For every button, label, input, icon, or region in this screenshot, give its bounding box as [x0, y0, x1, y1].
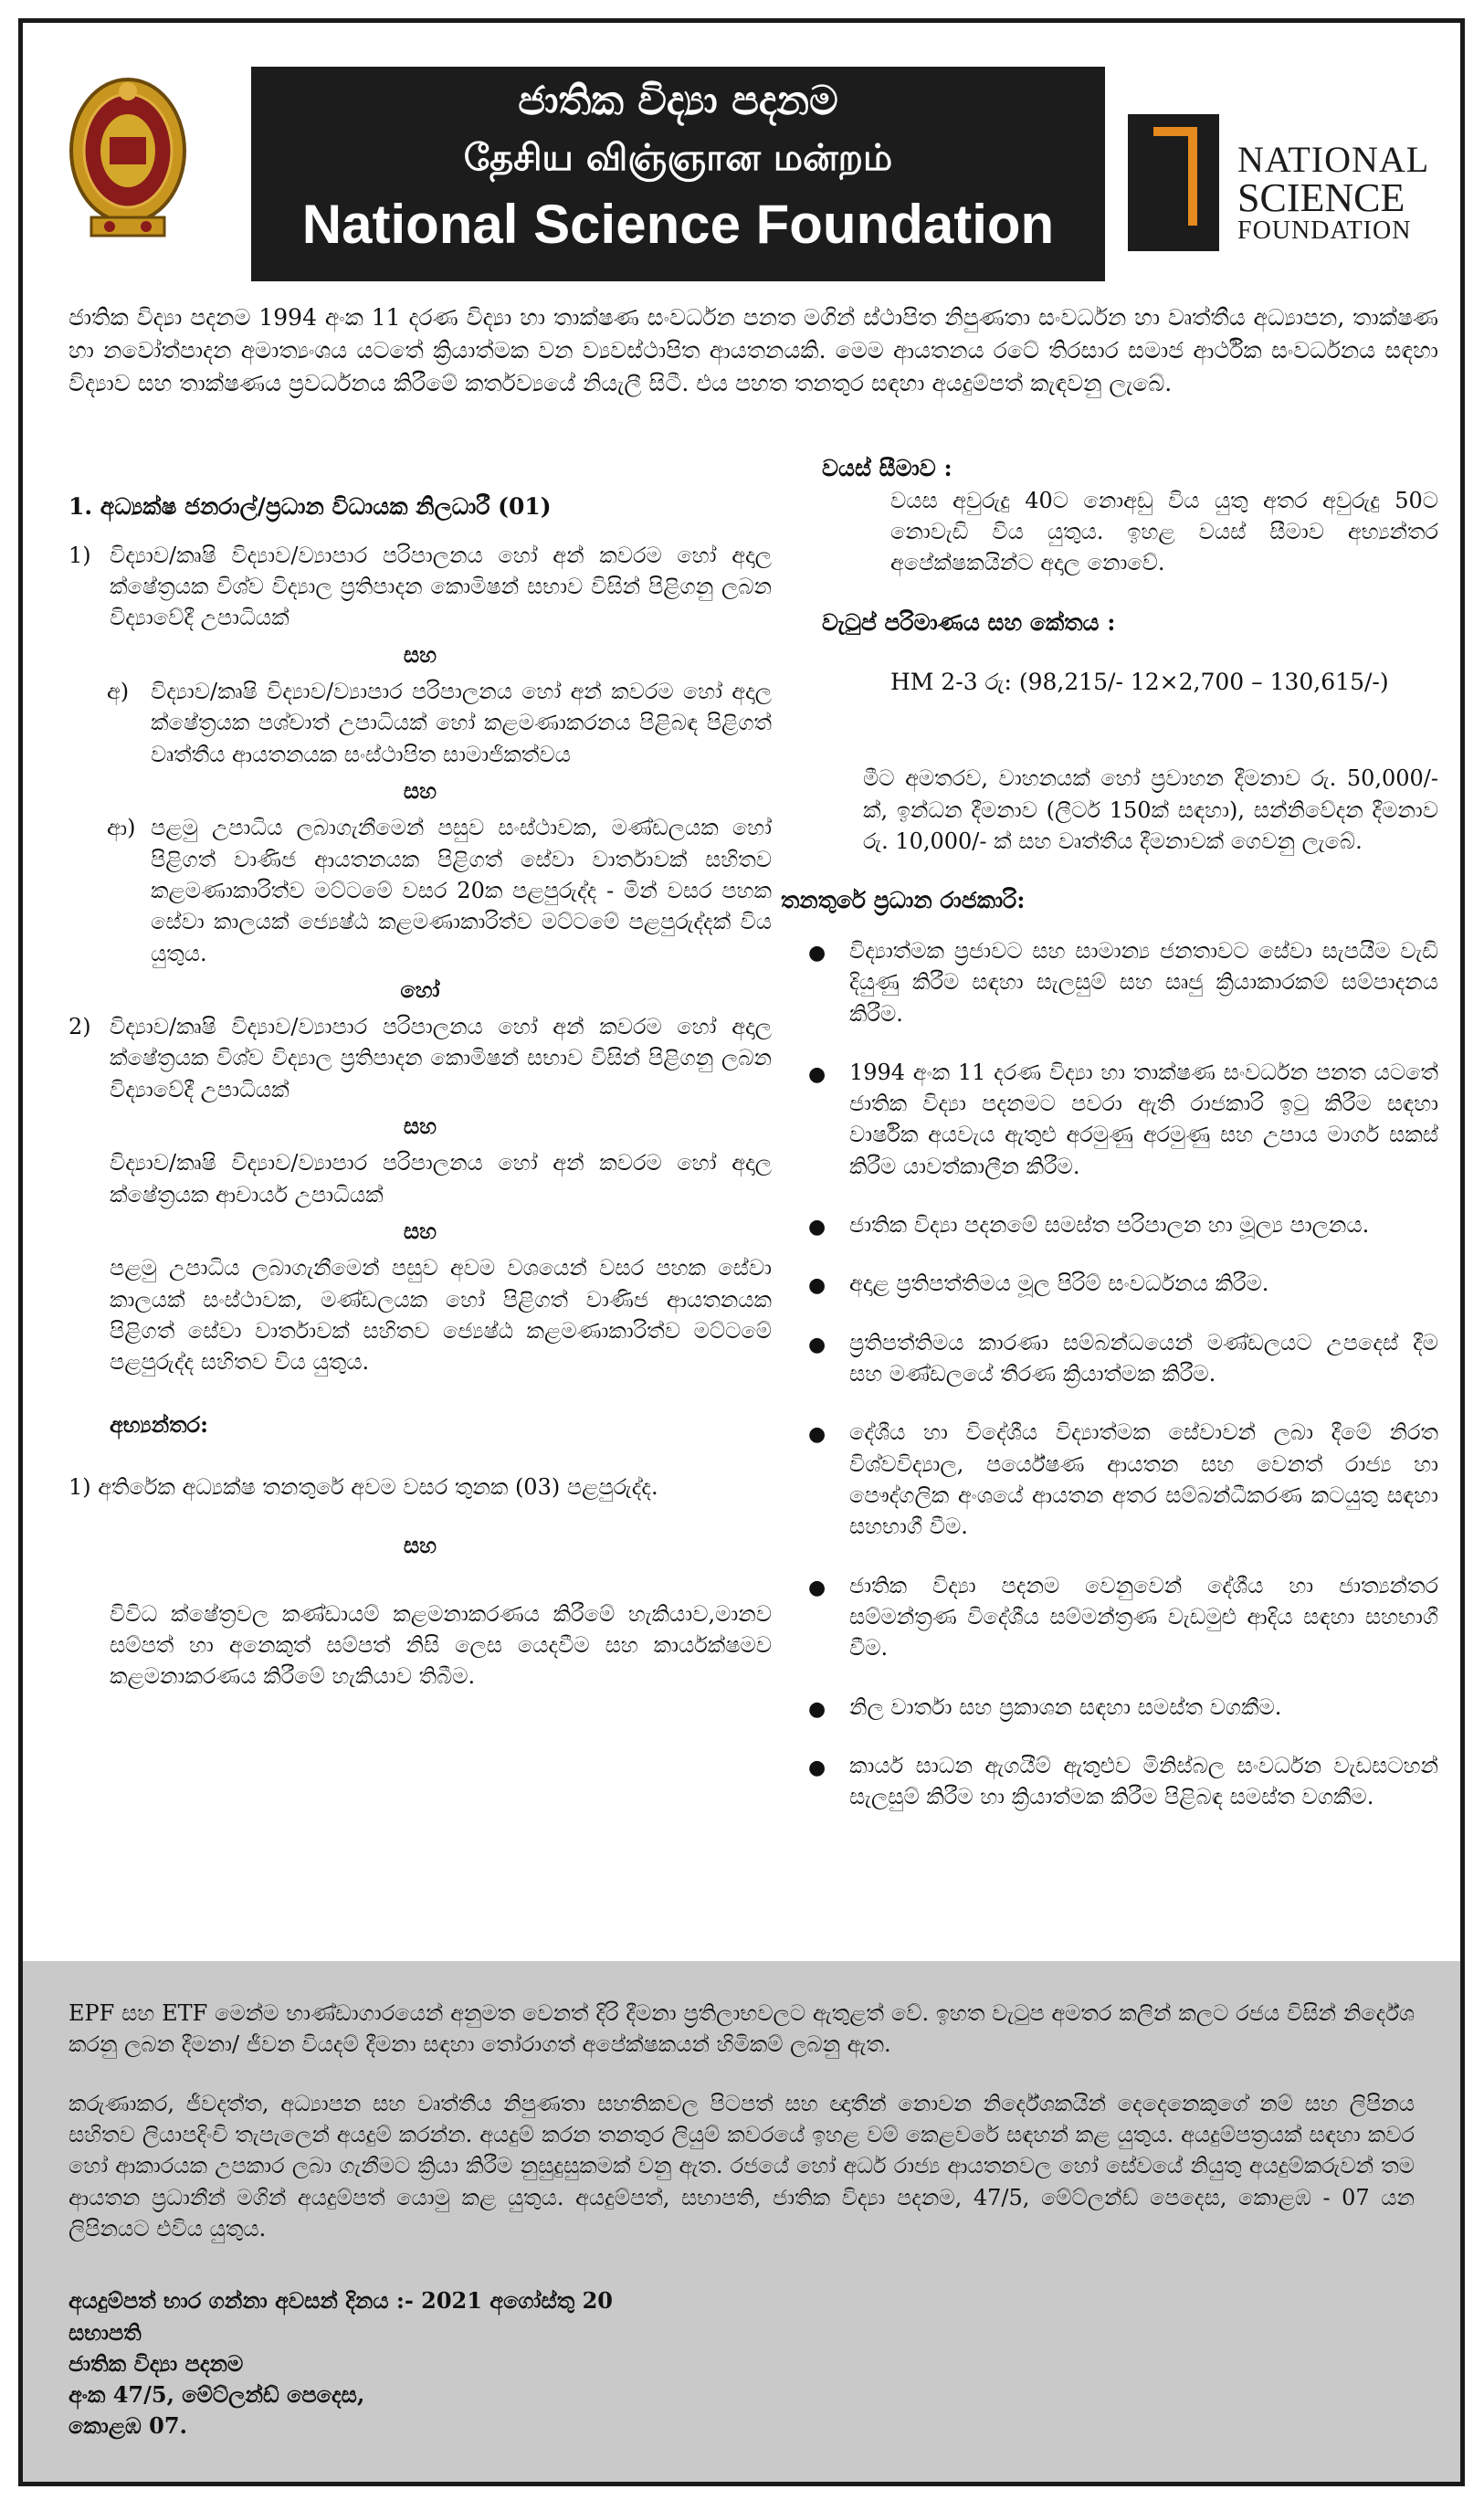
qualification-1a-text: විද්‍යාව/කෘෂි විද්‍යාව/ව්‍යාපාර පරිපාලනය හෝ අන් කවරම හෝ අදාල ක්ෂේත්‍රයක පශ්චාත් උපාධියක් හෝ කළමණාකරනය පිළිබඳ පිළිගත් වෘත්තීය ආයතනයක සංස්ථාපිත සාමාජිකත්වය [151, 679, 772, 767]
nsf-logo-line3: FOUNDATION [1237, 216, 1412, 245]
address-line: කොළඹ 07. [68, 2412, 187, 2440]
conjunction-and: සහ [403, 1113, 437, 1140]
title-sinhala: ජාතික විද්‍යා පදනම [518, 78, 838, 124]
closing-date: අයදුම්පත් භාර ගන්නා අවසන් දිනය :- 2021 අගෝස්තු 20 [68, 2287, 613, 2315]
address-line: අංක 47/5, මේට්ලන්ඩ් පෙදෙස, [68, 2381, 365, 2409]
qualification-2b: පළමු උපාධිය ලබාගැනීමෙන් පසුව අවම වශයෙන් වසර පහක සේවා කාලයක් සංස්ථාවක, මණ්ඩලයක හෝ පිළිගත් වාණිජ ආයතනයක පිළිගත් සේවා වාර්තාවක් සහිතව ජ්‍යෙෂ්ඨ කළමණාකාරිත්ව මට්ටමේ පළපුරුද්ද සහිතව විය යුතුය. [110, 1255, 772, 1376]
internal-requirement-1: 1) අතිරේක අධ්‍යක්ෂ තනතුරේ අවම වසර තුනක (03) පළපුරුද්ද. [68, 1473, 658, 1500]
duty-item: ● කාර්ය සාධන ඇගයීම් ඇතුළුව මිනිස්බල සංවර්ධන වැඩසටහන් සැලසුම් කිරීම හා ක්‍රියාත්මක කිරීම පිළිබඳ සමස්ත වගකීම. [781, 1750, 1438, 1813]
age-limit-text: වයස අවුරුදු 40ට නොඅඩු විය යුතු අතර අවුරුදු 50ට නොවැඩි විය යුතුය. ඉහළ වයස් සීමාව අභ්‍යන්තර අපේක්ෂකයින්ට අදාල නොවේ. [890, 487, 1438, 576]
duty-item: ● දේශීය හා විදේශීය විද්‍යාත්මක සේවාවන් ලබා දීමේ නිරත විශ්වවිද්‍යාල, පර්යේෂණ ආයතන සහ වෙනත් රාජ්‍ය හා පෞද්ගලික අංශයේ ආයතන අතර සම්බන්ධීකරණ කටයුතු සඳහා සහභාගී වීම. [781, 1417, 1438, 1542]
nsf-logo [1128, 105, 1457, 260]
age-limit-heading: වයස් සීමාව : [822, 455, 952, 481]
qualification-2 [68, 1011, 772, 1105]
duties-heading: තනතුරේ ප්‍රධාන රාජකාරි: [781, 887, 1026, 914]
duty-item: ● ජාතික විද්‍යා පදනමේ සමස්ත පරිපාලන හා මූල්‍ය පාලනය. [781, 1209, 1438, 1240]
qualification-1 [68, 540, 772, 634]
internal-requirement-2: විවිධ ක්ෂේත්‍රවල කණ්ඩායම් කළමනාකරණය කිරීමේ හැකියාව,මානව සම්පත් හා අනෙකුත් සම්පත් නිසි ලෙස යෙදවීම සහ කාර්යක්ෂමව කළමනාකරණය කිරීමේ හැකියාව තිබීම. [110, 1600, 772, 1690]
conjunction-and: සහ [403, 776, 437, 804]
duty-item: ● ප්‍රතිපත්තිමය කාරණා සම්බන්ධයෙන් මණ්ඩලයට උපදෙස් දීම සහ මණ්ඩලයේ තීරණ ක්‍රියාත්මක කිරීම. [781, 1327, 1438, 1390]
conjunction-and: සහ [403, 1532, 437, 1559]
position-heading: 1. අධ්‍යක්ෂ ජනරාල්/ප්‍රධාන විධායක නිලධාරී (01) [68, 493, 552, 520]
advertisement-frame [18, 18, 1465, 2486]
sri-lanka-emblem-icon [64, 64, 192, 247]
duty-item: ● අදාළ ප්‍රතිපත්තිමය මූල පිරිම් සංවර්ධනය කිරීම. [781, 1268, 1438, 1299]
conjunction-and: සහ [403, 1218, 437, 1244]
title-english: National Science Foundation [301, 194, 1055, 255]
qualification-1b [68, 812, 772, 969]
nsf-logo-text [1237, 139, 1430, 245]
application-instructions: කරුණාකර, ජීවදත්ත, අධ්‍යාපන සහ වෘත්තීය නිපුණතා සහතිකවල පිටපත් සහ ඥාතීන් නොවන නිර්දේශකයින් දෙදෙනෙකුගේ නම් සහ ලිපිනය සහිතව ලියාපදිංචි තැපැලෙන් අයදුම් කරන්න. අයදුම් කරන තනතුර ලියුම් කවරයේ ඉහළ වම් කෙළවරේ සඳහන් කළ යුතුය. අයදුම්පත්‍රයක් සඳහා කවර හෝ ආකාරයක උපකාර ලබා ගැනීමට ක්‍රියා කිරීම නුසුදුසුකමක් වනු ඇත. රජයේ හෝ අර්ධ රාජ්‍ය ආයතනවල හෝ සේවයේ නියුතු අයදුම්කරුවන් තම ආයතන ප්‍රධානීන් මගින් අයදුම්පත් යොමු කළ යුතුය. අයදුම්පත්, සභාපති, ජාතික විද්‍යා පදනම, 47/5, මේට්ලන්ඩ් පෙදෙස, කොළඹ - 07 යන ලිපිනයට එවිය යුතුය. [68, 2090, 1415, 2242]
header [23, 23, 1460, 288]
qualification-1a-number: අ) [107, 679, 130, 704]
salary-allowances: මීට අමතරව, වාහනයක් හෝ ප්‍රවාහන දීමනාව රු. 50,000/- ක්, ඉන්ධන දීමනාව (ලීටර් 150ක් සඳහා), සන්නිවේදන දීමනාව රු. 10,000/- ක් සහ වෘත්තීය දීමනාවක් ගෙවනු ලැබේ. [863, 765, 1438, 854]
salary-scale: HM 2-3 රු: (98,215/- 12×2,700 – 130,615/-) [890, 669, 1389, 696]
nsf-logo-line1: NATIONAL [1237, 139, 1430, 180]
address-line: ජාතික විද්‍යා පදනම [68, 2349, 244, 2377]
duty-item: ● ජාතික විද්‍යා පදනම වෙනුවෙන් දේශීය හා ජාත්‍යන්තර සම්මන්ත්‍රණ විදේශීය සම්මන්ත්‍රණ වැඩමුළු ආදිය සඳහා සහභාගී වීම. [781, 1570, 1438, 1664]
conjunction-or: හෝ [400, 976, 440, 1003]
closing-block [68, 2285, 1415, 2442]
duty-item: ● නිල වාර්තා සහ ප්‍රකාශන සඳහා සමස්ත වගකීම. [781, 1692, 1438, 1723]
qualification-2a: විද්‍යාව/කෘෂි විද්‍යාව/ව්‍යාපාර පරිපාලනය හෝ අන් කවරම හෝ අදාල ක්ෂේත්‍රයක ආචාර්ය උපාධියක් [110, 1150, 772, 1208]
qualification-2-number: 2) [68, 1014, 91, 1040]
qualification-1a [68, 676, 772, 770]
benefits-paragraph: EPF සහ ETF මෙන්ම භාණ්ඩාගාරයෙන් අනුමත වෙනත් දිරි දීමනා ප්‍රතිලාභවලට ඇතුළත් වේ. ඉහත වැටුප අමතර කලින් කලට රජය විසින් නිර්දේශ කරනු ලබන දීමනා/ ජීවන වියදම් දීමනා සඳහා තෝරාගත් අපේක්ෂකයන් හිමිකම් ලබනු ඇත. [68, 2000, 1415, 2058]
salary-heading: වැටුප් පරිමාණය සහ කේතය : [822, 608, 1116, 636]
title-banner [251, 67, 1105, 281]
title-tamil: தேசிய விஞ்ஞான மன்றம் [463, 137, 893, 179]
duty-item: ● විද්‍යාත්මක ප්‍රජාවට සහ සාමාන්‍ය ජනතාවට සේවා සැපයීම වැඩි දියුණු කිරීම සඳහා සැලසුම් සහ සෘජු ක්‍රියාකාරකම් සම්පාදනය කිරීම. [781, 935, 1438, 1029]
qualification-1b-number: ආ) [107, 815, 136, 841]
intro-paragraph: ජාතික විද්‍යා පදනම 1994 අංක 11 දරණ විද්‍යා හා තාක්ෂණ සංවර්ධන පනත මගින් ස්ථාපිත නිපුණතා සංවර්ධන හා වෘත්තීය අධ්‍යාපන, තාක්ෂණ හා නවෝත්පාදන අමාත්‍යංශය යටතේ ක්‍රියාත්මක වන ව්‍යවස්ථාපිත ආයතනයකි. මෙම ආයතනය රටේ තිරසාර සමාජ ආර්ථික සංවර්ධනය සඳහා විද්‍යාව සහ තාක්ෂණය ප්‍රවර්ධනය කිරීමේ කර්තව්‍යයේ නියැලී සිටී. එය පහත තනතුර සඳහා අයදුම්පත් කැඳවනු ලැබේ. [68, 304, 1438, 396]
qualifications-column [68, 491, 772, 1692]
nsf-logo-line2: SCIENCE [1237, 175, 1405, 220]
qualification-2-text: විද්‍යාව/කෘෂි විද්‍යාව/ව්‍යාපාර පරිපාලනය හෝ අන් කවරම හෝ අදාල ක්ෂේත්‍රයක විශ්ව විද්‍යාල ප්‍රතිපාදන කොමිෂන් සභාව විසින් පිළිගනු ලබන විද්‍යාවේදී උපාධියක් [110, 1014, 772, 1102]
details-column [781, 452, 1438, 1840]
duty-item: ● 1994 අංක 11 දරණ විද්‍යා හා තාක්ෂණ සංවර්ධන පනත යටතේ ජාතික විද්‍යා පදනමට පවරා ඇති රාජකාරි ඉටු කිරීම සඳහා වාර්ෂික අයවැය ඇතුළු අරමුණු අරමුණු සහ උපාය මාර්ග සකස් කිරීම යාවත්කාලීන කිරීම. [781, 1057, 1438, 1182]
qualification-1b-text: පළමු උපාධිය ලබාගැනීමෙන් පසුව සංස්ථාවක, මණ්ඩලයක හෝ පිළිගත් වාණිජ ආයතනයක පිළිගත් සේවා වාර්තාවක් සහිතව කළමණාකාරිත්ව මට්ටමේ වසර 20ක පළපුරුද්ද - මින් වසර පහක සේවා කාලයක් ජ්‍යෙෂ්ඨ කළමණාකාරිත්ව මට්ටමේ පළපුරුද්දක් විය යුතුය. [151, 815, 772, 966]
footer-panel [23, 1961, 1460, 2482]
conjunction-and: සහ [403, 640, 437, 668]
duties-list [781, 935, 1438, 1813]
qualification-1-text: විද්‍යාව/කෘෂි විද්‍යාව/ව්‍යාපාර පරිපාලනය හෝ අන් කවරම හෝ අදාල ක්ෂේත්‍රයක විශ්ව විද්‍යාල ප්‍රතිපාදන කොමිෂන් සභාව විසින් පිළිගනු ලබන විද්‍යාවේදී උපාධියක් [110, 542, 772, 631]
nsf-logo-mark-icon [1128, 114, 1219, 251]
qualification-1-number: 1) [68, 542, 91, 568]
internal-heading: අභ්‍යන්තර: [110, 1410, 208, 1438]
address-line: සභාපති [68, 2318, 142, 2346]
